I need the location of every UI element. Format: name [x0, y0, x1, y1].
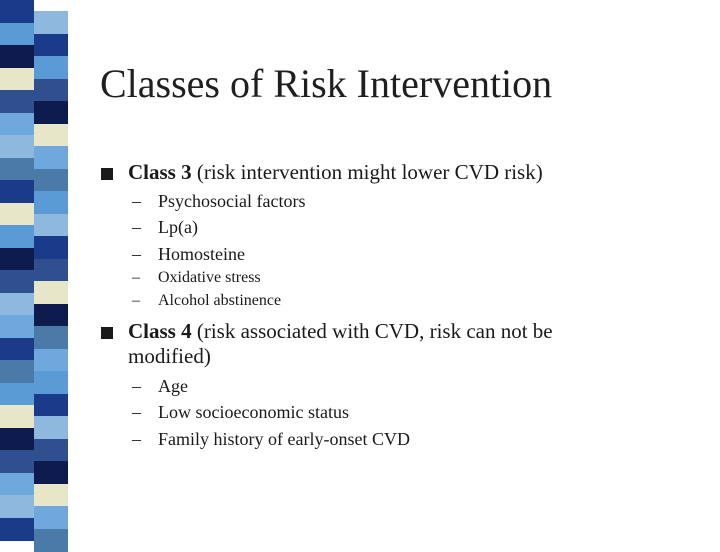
stripe-segment [34, 34, 68, 57]
stripe-segment [34, 214, 68, 237]
stripe-segment [0, 428, 34, 451]
stripe-segment [0, 90, 34, 113]
bullet-square-icon [101, 327, 113, 339]
stripe-segment [34, 439, 68, 462]
stripe-segment [34, 236, 68, 259]
bullet-square-icon [101, 168, 113, 180]
stripe-segment [0, 158, 34, 181]
dash-marker: – [132, 191, 141, 211]
dash-marker: – [132, 429, 141, 449]
subitem-socioeconomic: Low socioeconomic status [158, 402, 349, 422]
dash-marker: – [132, 217, 141, 237]
stripe-segment [0, 23, 34, 46]
bullet-class-4 [128, 319, 553, 344]
stripe-segment [0, 135, 34, 158]
stripe-segment [0, 518, 34, 541]
stripe-segment [34, 11, 68, 34]
stripe-segment [0, 405, 34, 428]
dash-marker: – [132, 269, 140, 286]
decorative-stripe-bar [0, 0, 68, 540]
bullet-class-4-text-line1: (risk associated with CVD, risk can not be [191, 319, 553, 343]
stripe-segment [0, 270, 34, 293]
stripe-segment [0, 180, 34, 203]
stripe-segment [34, 169, 68, 192]
bullet-class-3-label: Class 3 [128, 160, 192, 184]
stripe-segment [34, 461, 68, 484]
stripe-segment [34, 124, 68, 147]
stripe-segment [0, 360, 34, 383]
dash-marker: – [132, 402, 141, 422]
bullet-class-3-text: (risk intervention might lower CVD risk) [191, 160, 543, 184]
stripe-segment [34, 394, 68, 417]
subitem-homosteine: Homosteine [158, 244, 245, 264]
stripe-segment [0, 338, 34, 361]
stripe-segment [34, 529, 68, 552]
stripe-segment [0, 203, 34, 226]
slide-title: Classes of Risk Intervention [100, 61, 553, 106]
stripe-segment [0, 450, 34, 473]
stripe-segment [0, 0, 34, 23]
stripe-segment [0, 68, 34, 91]
stripe-segment [0, 495, 34, 518]
subitem-family-history: Family history of early-onset CVD [158, 429, 410, 449]
subitem-lpa: Lp(a) [158, 217, 198, 237]
bullet-class-4-label: Class 4 [128, 319, 192, 343]
stripe-segment [34, 281, 68, 304]
stripe-segment [34, 304, 68, 327]
subitem-age: Age [158, 376, 188, 396]
stripe-segment [34, 349, 68, 372]
stripe-segment [34, 416, 68, 439]
subitem-alcohol-abstinence: Alcohol abstinence [158, 292, 282, 309]
subitem-oxidative-stress: Oxidative stress [158, 269, 261, 286]
stripe-segment [34, 146, 68, 169]
stripe-segment [0, 293, 34, 316]
stripe-segment [34, 79, 68, 102]
dash-marker: – [132, 376, 141, 396]
stripe-segment [34, 371, 68, 394]
dash-marker: – [132, 244, 141, 264]
stripe-segment [0, 45, 34, 68]
stripe-segment [34, 101, 68, 124]
stripe-segment [0, 113, 34, 136]
stripe-segment [0, 315, 34, 338]
stripe-segment [34, 259, 68, 282]
stripe-segment [0, 248, 34, 271]
stripe-segment [34, 506, 68, 529]
stripe-segment [0, 473, 34, 496]
stripe-segment [34, 326, 68, 349]
bullet-class-3 [128, 160, 543, 185]
stripe-segment [34, 484, 68, 507]
stripe-segment [0, 225, 34, 248]
stripe-segment [34, 191, 68, 214]
dash-marker: – [132, 292, 140, 309]
stripe-segment [0, 383, 34, 406]
subitem-psychosocial: Psychosocial factors [158, 191, 306, 211]
stripe-segment [34, 56, 68, 79]
bullet-class-4-text-line2: modified) [128, 344, 211, 368]
